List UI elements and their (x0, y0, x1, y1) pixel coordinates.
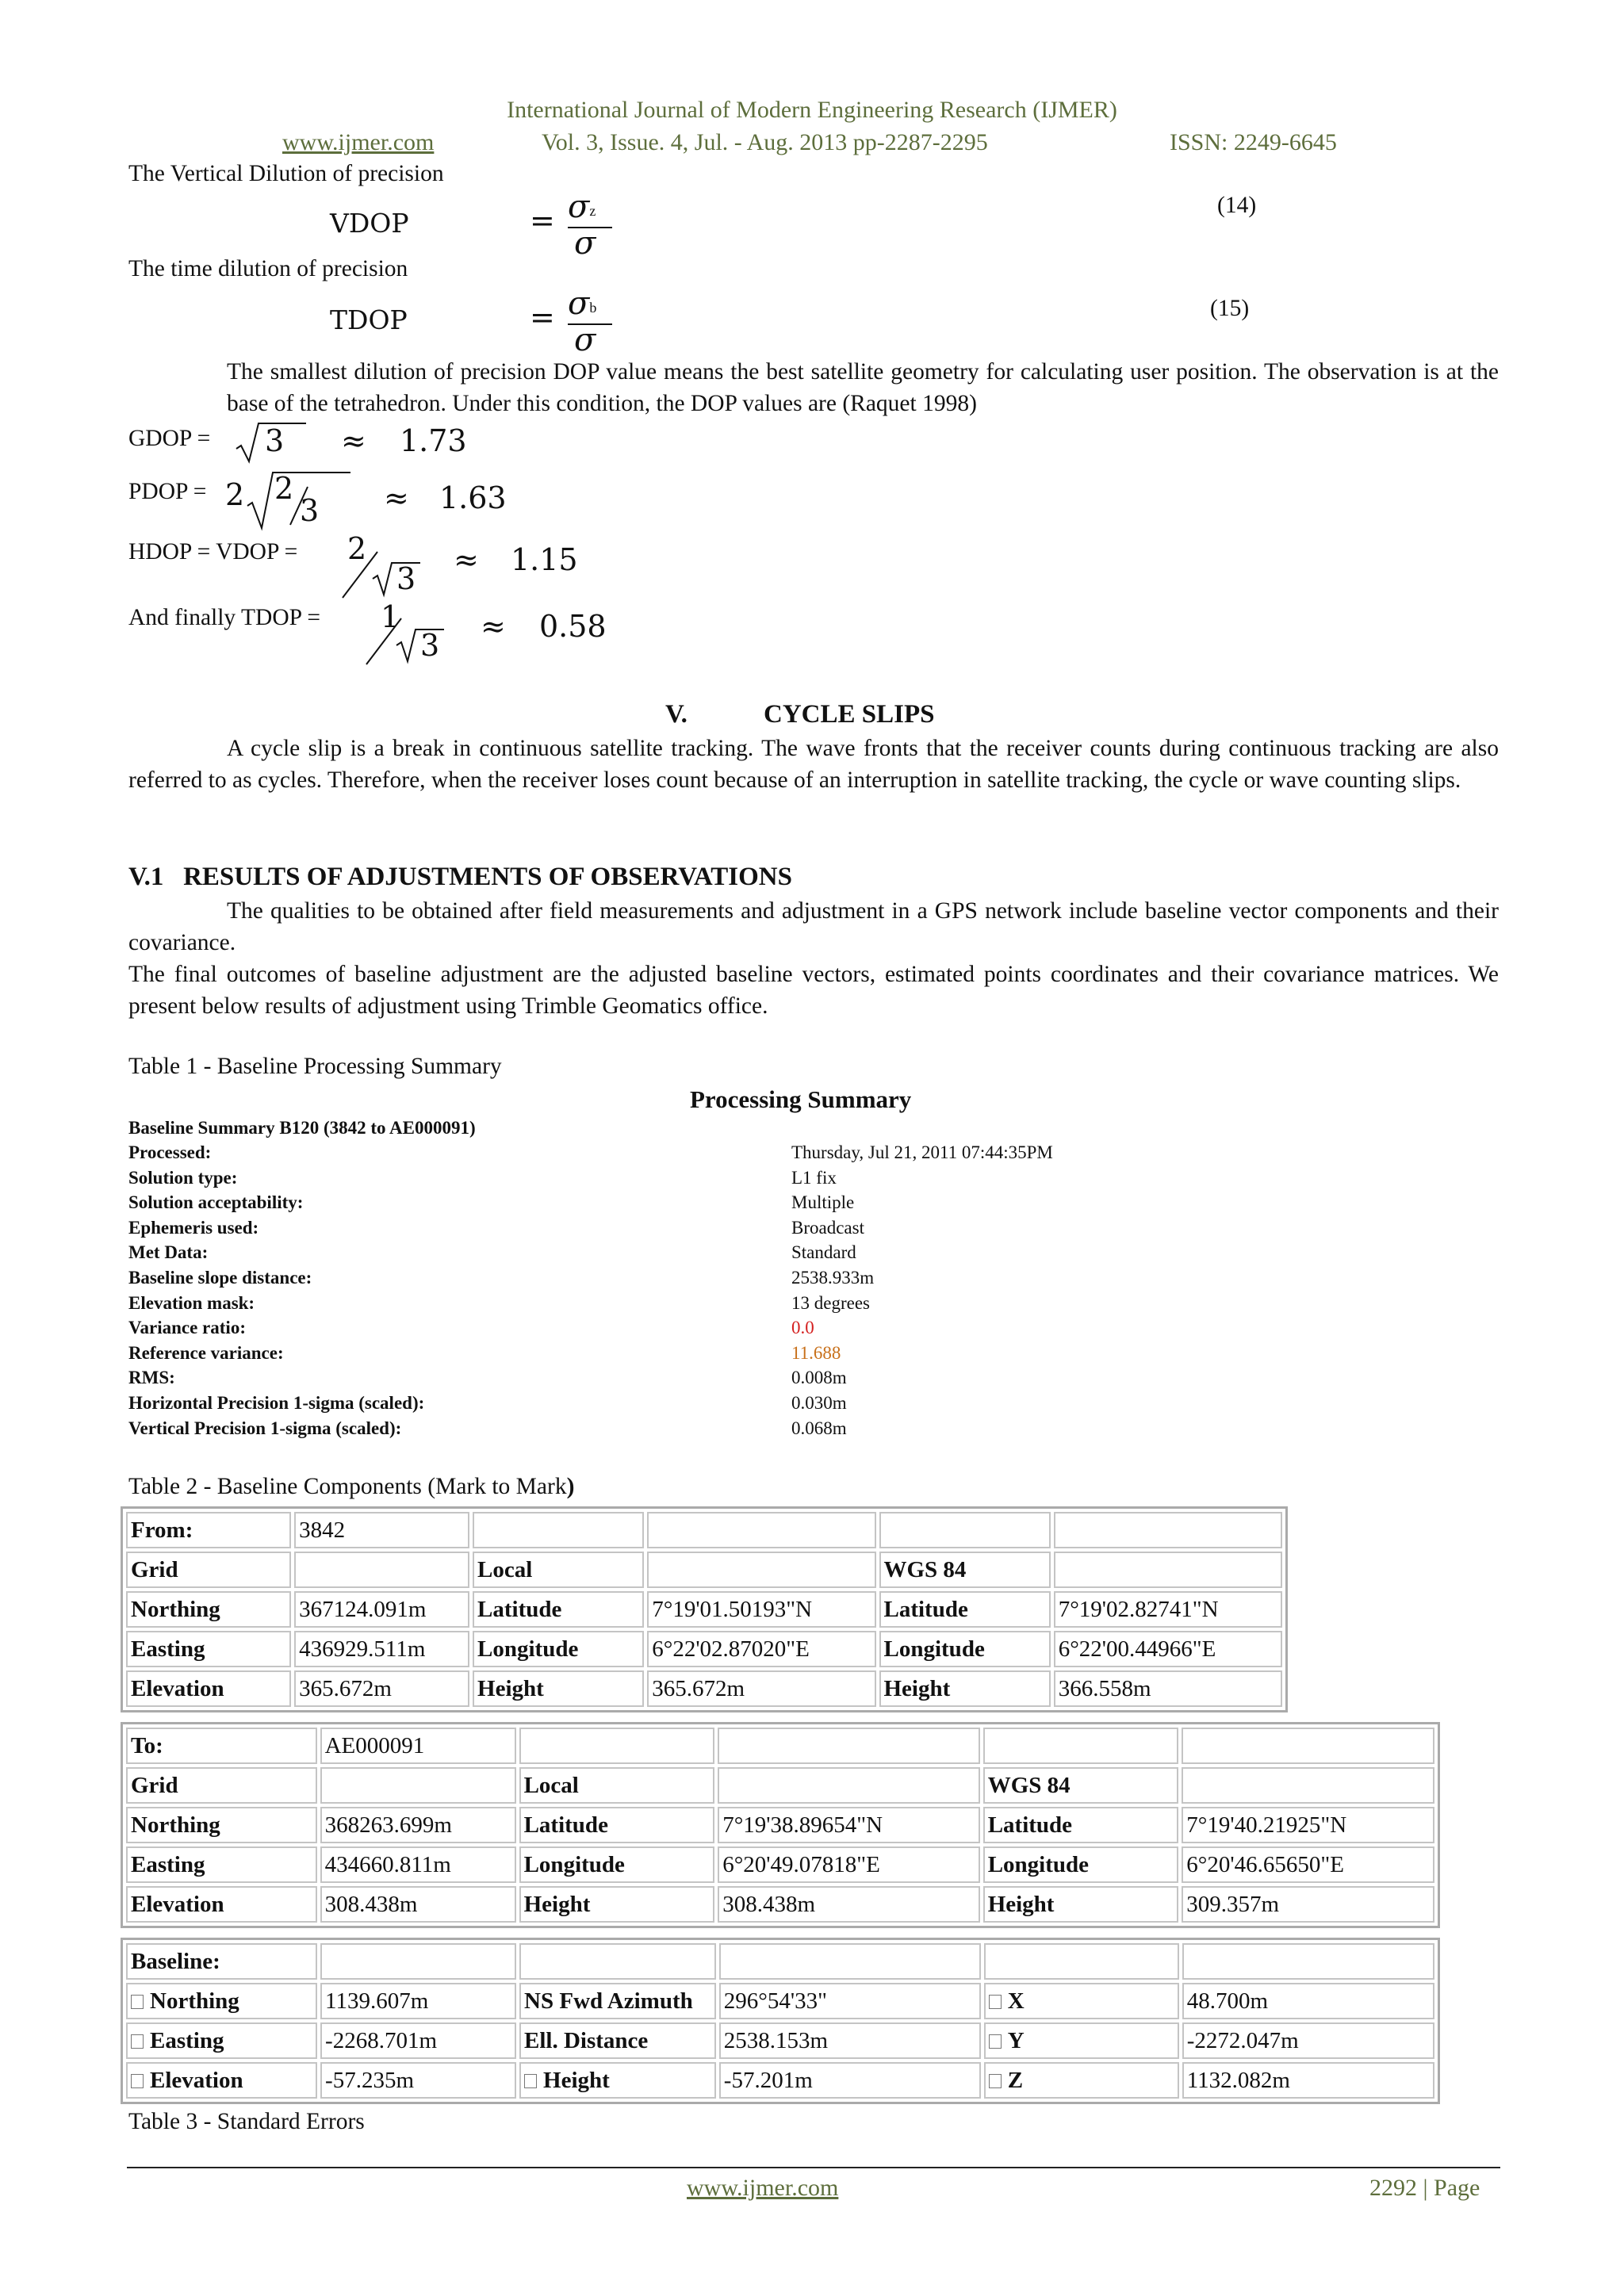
table-cell: Latitude (879, 1591, 1051, 1628)
summary-label: Solution type: (128, 1167, 238, 1188)
eq14-number: (14) (1217, 193, 1257, 218)
header-volume: Vol. 3, Issue. 4, Jul. - Aug. 2013 pp-2287-2295 (542, 129, 988, 155)
table-cell: 367124.091m (294, 1591, 469, 1628)
table-cell: Northing (126, 1807, 317, 1843)
table-cell: 365.672m (294, 1670, 469, 1707)
summary-label: Solution acceptability: (128, 1192, 304, 1213)
table-cell: Northing (126, 1591, 291, 1628)
summary-label: Vertical Precision 1-sigma (scaled): (128, 1418, 402, 1438)
table-cell: Longitude (519, 1846, 715, 1883)
table-cell: To: (126, 1728, 317, 1764)
hdop-approx: ≈ (454, 542, 479, 577)
summary-label: Met Data: (128, 1242, 209, 1263)
table-cell: Ell. Distance (519, 2022, 716, 2059)
eq14-caption: The Vertical Dilution of precision (128, 161, 444, 186)
delta-symbol-icon (989, 2034, 1002, 2049)
table-cell (1182, 1728, 1434, 1764)
table-cell (519, 1943, 716, 1980)
baseline-vector-table (121, 1938, 1440, 2104)
table-row (126, 1983, 1434, 2019)
baseline-to-table (121, 1722, 1440, 1928)
journal-title: International Journal of Modern Engineering Research (IJMER) (507, 97, 1117, 123)
table-cell (719, 1943, 981, 1980)
table-cell: 6°22'00.44966"E (1054, 1631, 1282, 1667)
table-cell (1054, 1552, 1282, 1588)
tdop-value: 0.58 (539, 609, 607, 644)
table-row (126, 2062, 1434, 2099)
table-cell: 308.438m (718, 1886, 979, 1923)
table-cell: Elevation (126, 2062, 317, 2099)
header-site-link[interactable]: www.ijmer.com (282, 129, 435, 155)
table-cell: Longitude (983, 1846, 1179, 1883)
summary-value: 0.030m (791, 1393, 847, 1413)
section-5-1-paragraph-2: The final outcomes of baseline adjustment are the adjusted baseline vectors, estimated points coordinates and their covariance matrices. We present below results of adjustment using Trimble Geomatics office. (128, 962, 1499, 1019)
gdop-value: 1.73 (400, 423, 467, 458)
table-cell: Latitude (983, 1807, 1179, 1843)
summary-label: Variance ratio: (128, 1318, 246, 1338)
table-cell: NS Fwd Azimuth (519, 1983, 716, 2019)
baseline-from-table (121, 1506, 1288, 1712)
table1-caption: Table 1 - Baseline Processing Summary (128, 1054, 502, 1079)
table-cell: WGS 84 (983, 1767, 1179, 1804)
table-cell: Z (984, 2062, 1179, 2099)
eq15-lhs: TDOP (330, 304, 408, 335)
hdop-numerator: 2 (347, 531, 367, 566)
table-cell: X (984, 1983, 1179, 2019)
table-cell: 48.700m (1182, 1983, 1434, 2019)
gdop-radicand: 3 (265, 423, 285, 458)
table-cell (519, 1728, 715, 1764)
table-cell: -2268.701m (320, 2022, 516, 2059)
eq14-denominator: σ (574, 225, 596, 262)
table-row (126, 1728, 1434, 1764)
table-cell (294, 1552, 469, 1588)
table-cell: -2272.047m (1182, 2022, 1434, 2059)
gdop-approx: ≈ (341, 423, 366, 458)
section-5-paragraph: A cycle slip is a break in continuous satellite tracking. The wave fronts that the receiver counts during continuous tracking are also referred to as cycles. Therefore, when the receiver loses count because of an interruption in satellite tracking, the cycle or wave counting slips. (128, 736, 1499, 793)
table-cell: Height (879, 1670, 1051, 1707)
table-cell: WGS 84 (879, 1552, 1051, 1588)
table-cell: 3842 (294, 1512, 469, 1548)
footer-rule (127, 2167, 1500, 2168)
table-cell: Easting (126, 1846, 317, 1883)
summary-value: Standard (791, 1242, 856, 1263)
eq15-numerator: σb (568, 285, 597, 322)
table-cell: 7°19'01.50193"N (647, 1591, 875, 1628)
delta-symbol-icon (131, 1995, 144, 2009)
footer-site-link[interactable]: www.ijmer.com (687, 2175, 839, 2201)
summary-label: RMS: (128, 1368, 175, 1388)
table-row (126, 2022, 1434, 2059)
table1-heading: Processing Summary (690, 1085, 912, 1113)
table-cell: Y (984, 2022, 1179, 2059)
table-cell (983, 1728, 1179, 1764)
table-row (126, 1807, 1434, 1843)
footer-page-number: 2292 | Page (1369, 2175, 1480, 2201)
table-cell (1054, 1512, 1282, 1548)
table-cell: Elevation (126, 1670, 291, 1707)
table-cell: Height (519, 1886, 715, 1923)
table2-caption: Table 2 - Baseline Components (Mark to Mark) (128, 1474, 575, 1499)
section-5-1-title: V.1 RESULTS OF ADJUSTMENTS OF OBSERVATIONS (128, 863, 792, 891)
summary-value: Broadcast (791, 1217, 864, 1238)
eq15-denominator: σ (574, 322, 596, 358)
summary-value: 13 degrees (791, 1292, 870, 1313)
eq14-lhs: VDOP (330, 208, 409, 239)
table-cell (718, 1767, 979, 1804)
summary-value: 11.688 (791, 1342, 841, 1363)
eq14-numerator: σz (568, 189, 596, 225)
table-row (126, 1767, 1434, 1804)
section-5-1-paragraph-1: The qualities to be obtained after field measurements and adjustment in a GPS network include baseline vector components and their covariance. (128, 898, 1499, 955)
table-cell: 7°19'02.82741"N (1054, 1591, 1282, 1628)
table-cell: 309.357m (1182, 1886, 1434, 1923)
table-cell (473, 1512, 644, 1548)
pdop-value: 1.63 (439, 480, 507, 515)
table-cell: -57.235m (320, 2062, 516, 2099)
table3-caption: Table 3 - Standard Errors (128, 2109, 365, 2134)
table-cell: From: (126, 1512, 291, 1548)
table-row (126, 1846, 1434, 1883)
table-cell: Height (473, 1670, 644, 1707)
header-issn: ISSN: 2249-6645 (1170, 129, 1337, 155)
table-cell: Latitude (519, 1807, 715, 1843)
table-cell: Local (519, 1767, 715, 1804)
pdop-radical (246, 469, 352, 531)
tdop-numerator: 1 (381, 599, 400, 634)
pdop-denominator: 3 (300, 493, 320, 528)
table-cell (320, 1943, 516, 1980)
section-5-title: CYCLE SLIPS (764, 700, 935, 729)
table-cell: Easting (126, 2022, 317, 2059)
delta-symbol-icon (989, 2074, 1002, 2088)
table-cell: 365.672m (647, 1670, 875, 1707)
summary-label: Reference variance: (128, 1342, 284, 1363)
table-cell: 1132.082m (1182, 2062, 1434, 2099)
table-cell: Height (519, 2062, 716, 2099)
summary-label: Processed: (128, 1142, 212, 1162)
table-cell: Latitude (473, 1591, 644, 1628)
hdop-value: 1.15 (511, 542, 578, 577)
table-cell (320, 1767, 516, 1804)
summary-value: Thursday, Jul 21, 2011 07:44:35PM (791, 1142, 1053, 1162)
eq15-number: (15) (1210, 296, 1250, 321)
table1-subheading: Baseline Summary B120 (3842 to AE000091) (128, 1118, 476, 1138)
table-cell (984, 1943, 1179, 1980)
pdop-approx: ≈ (384, 480, 409, 515)
table-cell: 7°19'40.21925"N (1182, 1807, 1434, 1843)
eq14-equals: = (530, 203, 555, 238)
table-cell (1182, 1943, 1434, 1980)
summary-value: L1 fix (791, 1167, 837, 1188)
table-row (126, 1886, 1434, 1923)
table-cell: Elevation (126, 1886, 317, 1923)
summary-label: Baseline slope distance: (128, 1268, 312, 1288)
table-row (126, 1670, 1282, 1707)
hdop-radicand: 3 (396, 561, 416, 596)
pdop-label: PDOP = (128, 479, 207, 504)
table-cell: 308.438m (320, 1886, 516, 1923)
table-cell (647, 1552, 875, 1588)
table-cell: 7°19'38.89654"N (718, 1807, 979, 1843)
table-cell: 366.558m (1054, 1670, 1282, 1707)
tdop-radicand: 3 (420, 628, 440, 663)
table-cell: 2538.153m (719, 2022, 981, 2059)
pdop-coefficient: 2 (225, 477, 245, 512)
table-cell (718, 1728, 979, 1764)
table-cell: Northing (126, 1983, 317, 2019)
table-cell: 6°20'49.07818"E (718, 1846, 979, 1883)
table-row (126, 1631, 1282, 1667)
tdop-label: And finally TDOP = (128, 605, 320, 630)
table-cell: Height (983, 1886, 1179, 1923)
pdop-numerator: 2 (274, 471, 294, 506)
hdop-vdop-label: HDOP = VDOP = (128, 539, 298, 564)
eq15-equals: = (530, 300, 555, 335)
table-row (126, 1943, 1434, 1980)
table-cell: Longitude (879, 1631, 1051, 1667)
table-row (126, 1552, 1282, 1588)
summary-value: 0.068m (791, 1418, 847, 1438)
table-cell: Grid (126, 1767, 317, 1804)
table-row (126, 1591, 1282, 1628)
summary-value: 0.0 (791, 1318, 814, 1338)
tdop-approx: ≈ (481, 609, 506, 644)
delta-symbol-icon (131, 2074, 144, 2088)
delta-symbol-icon (524, 2074, 537, 2088)
summary-value: 0.008m (791, 1368, 847, 1388)
table-row (126, 1512, 1282, 1548)
summary-value: Multiple (791, 1192, 855, 1213)
table-cell (647, 1512, 875, 1548)
table-cell (1182, 1767, 1434, 1804)
table-cell: -57.201m (719, 2062, 981, 2099)
table-cell: 1139.607m (320, 1983, 516, 2019)
table-cell: 296°54'33" (719, 1983, 981, 2019)
gdop-label: GDOP = (128, 426, 211, 451)
dop-intro-paragraph: The smallest dilution of precision DOP value means the best satellite geometry for calculating user position. The observation is at the base of the tetrahedron. Under this condition, the DOP values are (Raquet 1998) (227, 359, 1499, 416)
summary-label: Elevation mask: (128, 1292, 255, 1313)
table-cell: Grid (126, 1552, 291, 1588)
table-cell: 6°22'02.87020"E (647, 1631, 875, 1667)
table-cell: 6°20'46.65650"E (1182, 1846, 1434, 1883)
summary-label: Ephemeris used: (128, 1217, 259, 1238)
delta-symbol-icon (989, 1995, 1002, 2009)
table-cell: Easting (126, 1631, 291, 1667)
table-cell (879, 1512, 1051, 1548)
table-cell: Baseline: (126, 1943, 317, 1980)
eq15-caption: The time dilution of precision (128, 256, 408, 281)
table-cell: 436929.511m (294, 1631, 469, 1667)
delta-symbol-icon (131, 2034, 144, 2049)
table-cell: 368263.699m (320, 1807, 516, 1843)
summary-value: 2538.933m (791, 1268, 875, 1288)
section-5-number: V. (665, 700, 688, 729)
table-cell: Local (473, 1552, 644, 1588)
table-cell: AE000091 (320, 1728, 516, 1764)
table-cell: 434660.811m (320, 1846, 516, 1883)
summary-label: Horizontal Precision 1-sigma (scaled): (128, 1393, 425, 1413)
table-cell: Longitude (473, 1631, 644, 1667)
